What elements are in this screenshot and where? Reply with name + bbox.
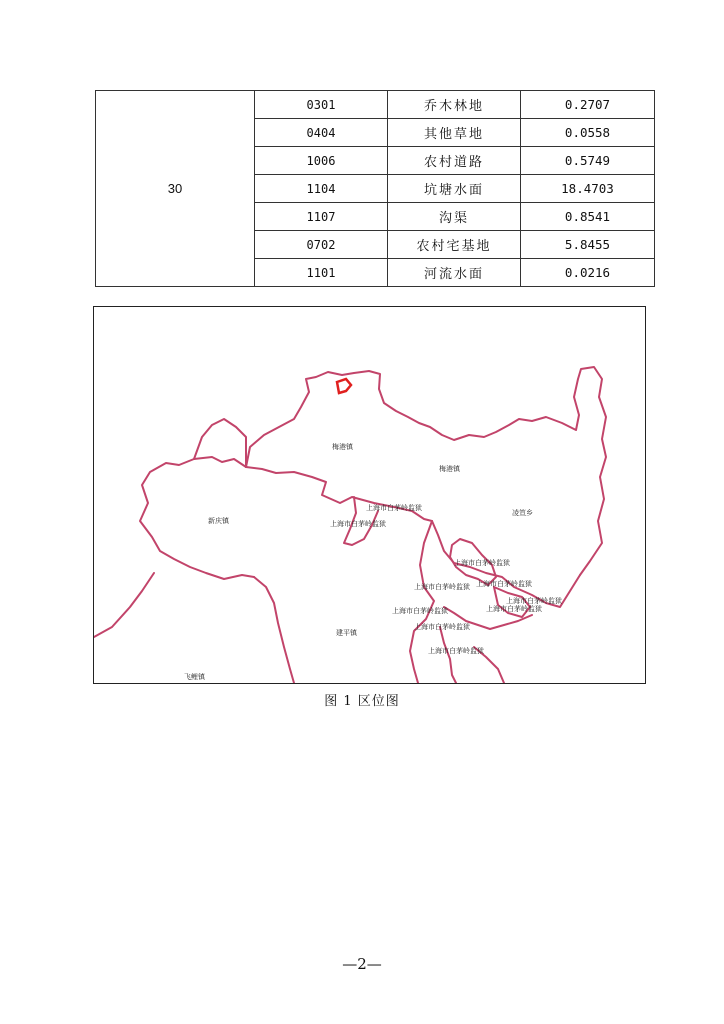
land-code-cell: 1107 <box>255 203 388 231</box>
district-boundary <box>194 419 246 467</box>
area-cell: 0.5749 <box>521 147 655 175</box>
table-row <box>96 91 655 119</box>
area-cell: 18.4703 <box>521 175 655 203</box>
map-label: 上海市白茅岭监狱 <box>506 597 562 605</box>
land-code-cell: 0301 <box>255 91 388 119</box>
map-label: 上海市白茅岭监狱 <box>454 559 510 567</box>
land-type-cell: 农村道路 <box>388 147 521 175</box>
land-code-cell: 1101 <box>255 259 388 287</box>
district-boundary <box>440 627 456 683</box>
area-cell: 0.2707 <box>521 91 655 119</box>
land-type-cell: 乔木林地 <box>388 91 521 119</box>
group-cell: 30 <box>96 91 255 287</box>
land-type-cell: 农村宅基地 <box>388 231 521 259</box>
land-type-cell: 河流水面 <box>388 259 521 287</box>
area-cell: 0.0558 <box>521 119 655 147</box>
district-boundary <box>246 367 606 575</box>
map-label: 上海市白茅岭监狱 <box>476 580 532 588</box>
district-boundary <box>140 457 254 579</box>
land-code-cell: 0404 <box>255 119 388 147</box>
district-boundary <box>246 467 432 521</box>
map-label: 上海市白茅岭监狱 <box>428 647 484 655</box>
land-code-cell: 1104 <box>255 175 388 203</box>
map-label: 上海市白茅岭监狱 <box>366 504 422 512</box>
map-label: 上海市白茅岭监狱 <box>392 607 448 615</box>
land-type-cell: 其他草地 <box>388 119 521 147</box>
map-label: 凌笪乡 <box>512 509 533 517</box>
location-map <box>93 306 646 684</box>
land-type-cell: 坑塘水面 <box>388 175 521 203</box>
page-number: —2— <box>342 955 382 973</box>
map-label: 梅港镇 <box>439 465 460 473</box>
land-use-table <box>95 90 655 287</box>
map-label: 上海市白茅岭监狱 <box>414 623 470 631</box>
map-label: 上海市白茅岭监狱 <box>414 583 470 591</box>
land-code-cell: 0702 <box>255 231 388 259</box>
district-boundary <box>94 573 154 637</box>
district-boundary <box>254 577 294 683</box>
land-code-cell: 1006 <box>255 147 388 175</box>
map-label: 梅港镇 <box>332 443 353 451</box>
area-cell: 0.0216 <box>521 259 655 287</box>
area-cell: 0.8541 <box>521 203 655 231</box>
map-label: 上海市白茅岭监狱 <box>486 605 542 613</box>
area-cell: 5.8455 <box>521 231 655 259</box>
map-boundaries <box>94 307 645 683</box>
district-boundary <box>410 521 434 683</box>
map-label: 飞鲤镇 <box>184 673 205 681</box>
map-label: 新庆镇 <box>208 517 229 525</box>
figure-caption: 图 1 区位图 <box>324 694 400 709</box>
map-label: 建平镇 <box>336 629 357 637</box>
site-marker <box>337 379 351 393</box>
land-type-cell: 沟渠 <box>388 203 521 231</box>
map-label: 上海市白茅岭监狱 <box>330 520 386 528</box>
